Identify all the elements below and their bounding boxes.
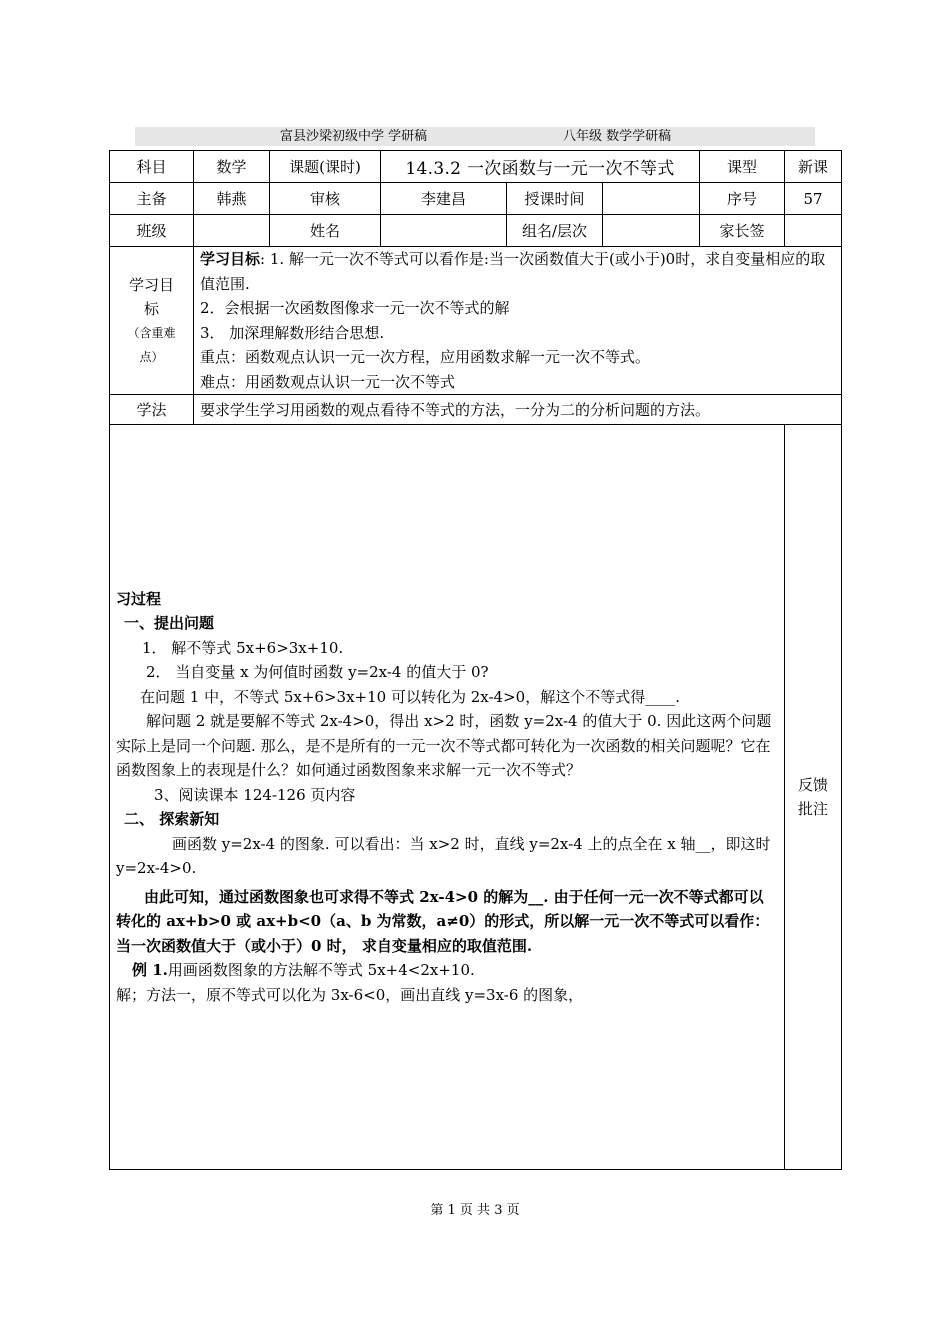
lesson-plan-table — [109, 150, 842, 1170]
example-1 — [116, 958, 778, 983]
author-value: 韩燕 — [194, 183, 270, 215]
learning-process — [110, 425, 785, 1170]
info-row-1 — [110, 151, 842, 183]
goal-item-1 — [200, 247, 835, 296]
group-level-field[interactable] — [603, 215, 700, 247]
page-footer: 第 1 页 共 3 页 — [430, 1203, 520, 1218]
method-row — [110, 395, 842, 425]
difficult-point: 难点：用函数观点认识一元一次不等式 — [200, 372, 456, 391]
parent-signature-field[interactable] — [785, 215, 842, 247]
goals-label-note2: 点） — [139, 349, 164, 364]
teaching-time-label: 授课时间 — [507, 183, 603, 215]
example-text: 用画函数图象的方法解不等式 5x+4<2x+10. — [167, 961, 475, 980]
solution-text: 解；方法一，原不等式可以化为 3x-6<0，画出直线 y=3x-6 的图象， — [116, 985, 584, 1004]
question-2: 2． 当自变量 x 为何值时函数 y=2x-4 的值大于 0? — [146, 663, 489, 682]
method-text: 要求学生学习用函数的观点看待不等式的方法，一分为二的分析问题的方法。 — [194, 395, 842, 425]
goal-item-1-text: : 1. 解一元一次不等式可以看作是:当一次函数值大于(或小于)0时，求自变量相应的取值范围. — [200, 250, 826, 293]
group-level-label: 组名/层次 — [507, 215, 603, 247]
goal-item-2: 2．会根据一次函数图像求一元一次不等式的解 — [200, 299, 510, 317]
topic-label: 课题(课时) — [270, 151, 381, 183]
explanation-paragraph: 解问题 2 就是要解不等式 2x-4>0，得出 x>2 时，函数 y=2x-4 的值大于 0. 因此这两个问题实际上是同一个问题. 那么，是不是所有的一元一次不等式都可转化为一次函数的相关问题呢？它在函数图象上的表现是什么？如何通过函数图象来求解一元一次不等式？ — [116, 712, 772, 780]
goal-item-3: 3． 加深理解数形结合思想. — [200, 323, 385, 342]
reviewer-value: 李建昌 — [381, 183, 507, 215]
student-name-label: 姓名 — [270, 215, 381, 247]
method-label: 学法 — [110, 395, 194, 425]
serial-label: 序号 — [700, 183, 785, 215]
subject-label: 科目 — [110, 151, 194, 183]
question-3: 在问题 1 中，不等式 5x+6>3x+10 可以转化为 2x-4>0，解这个不等式得____. — [140, 687, 680, 706]
process-row — [110, 425, 842, 1170]
section-1-heading: 一、提出问题 — [124, 614, 215, 633]
goals-label-note1: （含重难 — [127, 325, 176, 340]
parent-signature-label: 家长签 — [700, 215, 785, 247]
reviewer-label: 审核 — [270, 183, 381, 215]
goals-content — [194, 247, 842, 395]
question-1: 1． 解不等式 5x+6>3x+10. — [142, 638, 344, 657]
lesson-type-value: 新课 — [785, 151, 842, 183]
school-name: 富县沙梁初级中学 学研稿 — [280, 129, 428, 144]
section-2-heading: 二、 探索新知 — [124, 810, 220, 829]
subject-value: 数学 — [194, 151, 270, 183]
example-label: 例 1. — [132, 961, 168, 980]
grade-subject: 八年级 数学学研稿 — [563, 129, 672, 144]
lesson-type-label: 课型 — [700, 151, 785, 183]
topic-value: 14.3.2 一次函数与一元一次不等式 — [381, 151, 700, 183]
class-label: 班级 — [110, 215, 194, 247]
graph-paragraph: 画函数 y=2x-4 的图象. 可以看出：当 x>2 时，直线 y=2x-4 上的点全在 x 轴__，即这时 y=2x-4>0. — [116, 834, 771, 878]
info-row-3 — [110, 215, 842, 247]
goals-label-cell — [110, 247, 194, 395]
teaching-time-field[interactable] — [603, 183, 700, 215]
goals-row — [110, 247, 842, 395]
reading-task: 3、阅读课本 124-126 页内容 — [154, 785, 356, 804]
goals-label-line1: 学习目 — [128, 275, 174, 294]
conclusion-paragraph: 由此可知，通过函数图象也可求得不等式 2x-4>0 的解为__. 由于任何一元一次不等式都可以转化的 ax+b>0 或 ax+b<0（a、b 为常数，a≠0）的形式，所以解一元一次不等式可以看作：当一次函数值大于（或小于）0 时， 求自变量相应的取值范围. — [116, 887, 770, 955]
student-name-field[interactable] — [381, 215, 507, 247]
feedback-column — [785, 425, 842, 1170]
feedback-label: 反馈批注 — [797, 776, 828, 818]
document-header-band — [135, 127, 815, 146]
info-row-2 — [110, 183, 842, 215]
class-field[interactable] — [194, 215, 270, 247]
goals-label-line2: 标 — [143, 299, 159, 318]
serial-value: 57 — [785, 183, 842, 215]
key-point: 重点：函数观点认识一元一次方程，应用函数求解一元一次不等式。 — [200, 348, 651, 366]
goals-title: 学习目标 — [200, 250, 261, 268]
author-label: 主备 — [110, 183, 194, 215]
process-title: 习过程 — [116, 589, 162, 608]
